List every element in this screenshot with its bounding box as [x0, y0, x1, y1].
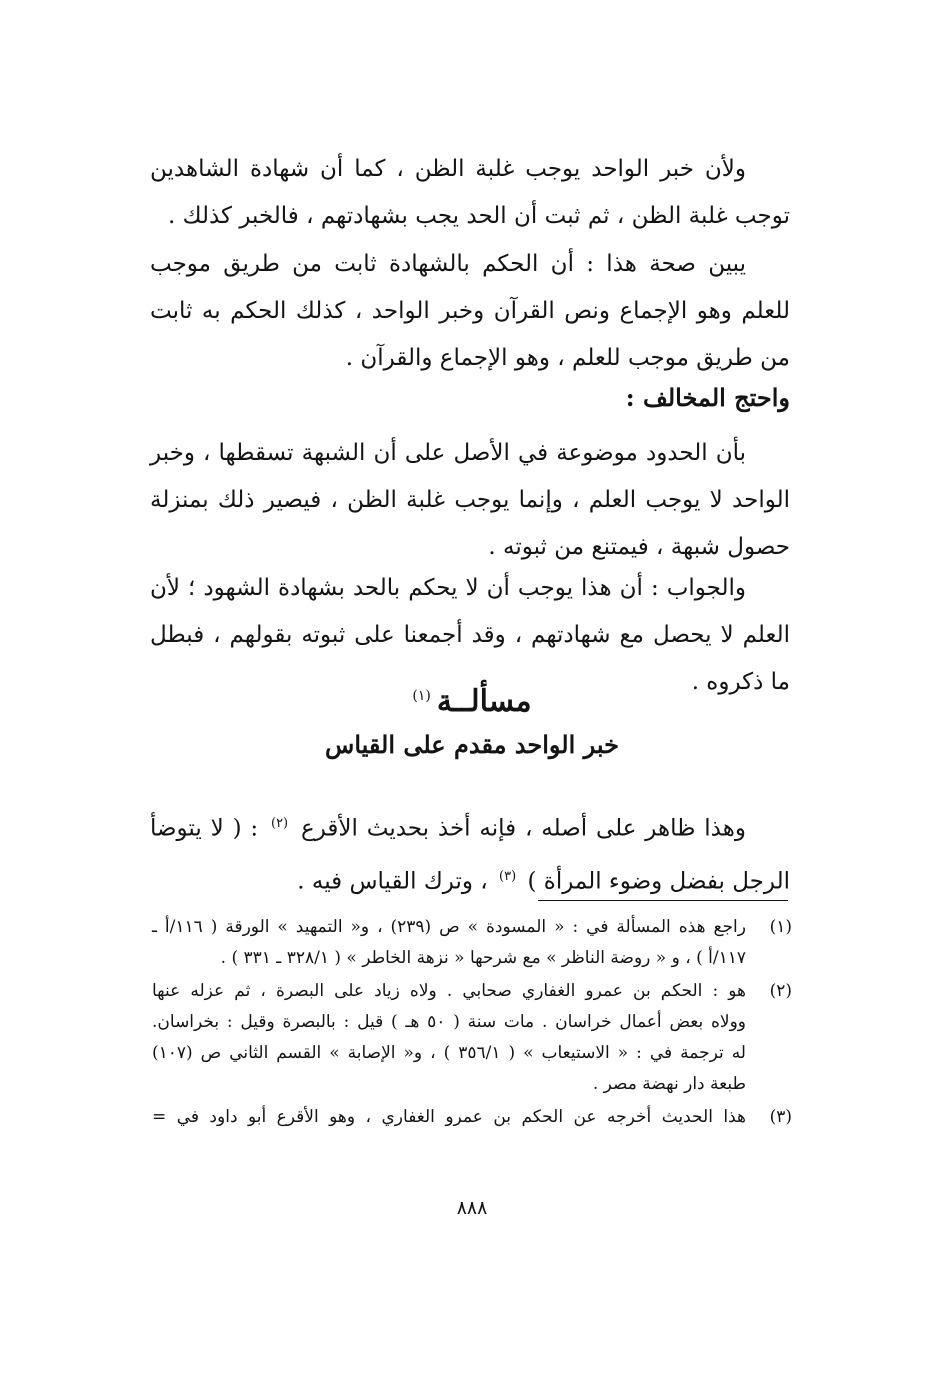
footnote-number: (٣) — [769, 1107, 792, 1127]
paragraph-1: ولأن خبر الواحد يوجب غلبة الظن ، كما أن شهادة الشاهدين توجب غلبة الظن ، ثم ثبت أن الحد يجب بشهادتهم ، فالخبر كذلك . — [150, 156, 790, 229]
footnote-text — [152, 976, 746, 1100]
footnote-line: له ترجمة في : « الاستيعاب » ( ٣٥٦/١ ) ، و« الإصابة » القسم الثاني ص (١٠٧) — [152, 1043, 746, 1063]
footnote-ref-2: (٢) — [270, 816, 289, 831]
paragraph-5 — [150, 800, 790, 905]
opponent-argument-heading: واحتج المخالف : — [625, 383, 790, 412]
footnote-divider — [538, 900, 788, 901]
masala-subtitle: خبر الواحد مقدم على القياس — [325, 730, 619, 759]
page-number: ٨٨٨ — [456, 1197, 488, 1219]
paragraph-4: والجواب : أن هذا يوجب أن لا يحكم بالحد بشهادة الشهود ؛ لأن العلم لا يحصل مع شهادتهم ، وقد أجمعنا على ثبوته بقولهم ، فبطل ما ذكروه . — [150, 575, 790, 695]
masala-title — [0, 676, 944, 722]
footnote-number: (٢) — [769, 981, 792, 1001]
footnotes — [152, 912, 792, 1135]
footnote-line: وولاه بعض أعمال خراسان . مات سنة ( ٥٠ هـ ) قيل : بالبصرة وقيل : بخراسان. — [152, 1012, 747, 1032]
footnote-1 — [152, 912, 792, 974]
paragraph-2: يبين صحة هذا : أن الحكم بالشهادة ثابت من طريق موجب للعلم وهو الإجماع ونص القرآن وخبر الواحد ، كذلك الحكم به ثابت من طريق موجب للعلم ، وهو الإجماع والقرآن . — [150, 251, 790, 371]
footnote-line: طبعة دار نهضة مصر . — [592, 1074, 746, 1094]
footnote-ref-3: (٣) — [499, 868, 517, 884]
paragraph-5-part-3: ، وترك القياس فيه . — [297, 868, 488, 895]
footnote-line: هذا الحديث أخرجه عن الحكم بن عمرو الغفاري ، وهو الأقرع أبو داود في = — [152, 1107, 746, 1127]
footnote-line: راجع هذه المسألة في : « المسودة » ص (٢٣٩) ، و« التمهيد » الورقة ( ١١٦/أ ـ — [152, 917, 746, 937]
footnote-3 — [152, 1102, 792, 1133]
footnote-line: هو : الحكم بن عمرو الغفاري صحابي . ولاه زياد على البصرة ، ثم عزله عنها — [152, 981, 746, 1001]
masala-title-text: مسألــة — [436, 684, 532, 719]
footnote-text — [152, 1102, 746, 1133]
masala-footnote-ref: (١) — [412, 688, 431, 704]
footnote-number: (١) — [769, 917, 792, 937]
footnote-line: ١١٧/أ ) ، و « روضة الناظر » مع شرحها « نزهة الخاطر » ( ٣٢٨/١ ـ ٣٣١ ) . — [220, 948, 746, 968]
footnote-2 — [152, 976, 792, 1100]
footnote-text — [152, 912, 746, 974]
paragraph-5-part-2: : ( لا يتوضأ الرجل بفضل وضوء المرأة ) — [150, 815, 790, 895]
paragraph-5-part-1: وهذا ظاهر على أصله ، فإنه أخذ بحديث الأقرع — [300, 815, 746, 842]
paragraph-3: بأن الحدود موضوعة في الأصل على أن الشبهة تسقطها ، وخبر الواحد لا يوجب العلم ، وإنما يوجب غلبة الظن ، فيصير ذلك بمنزلة حصول شبهة ، فيمتنع من ثبوته . — [150, 440, 790, 560]
